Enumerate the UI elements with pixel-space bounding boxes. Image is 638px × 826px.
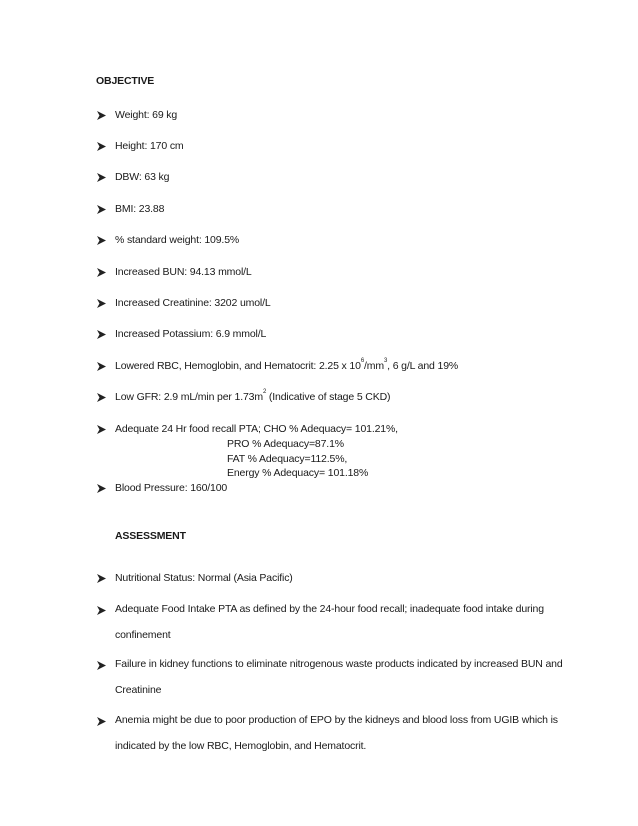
energy-adequacy-text: Energy % Adequacy= 101.18%: [227, 467, 369, 479]
standard-weight-text: % standard weight: 109.5%: [115, 234, 240, 246]
food-intake-text: Adequate Food Intake PTA as defined by the 24-hour food recall; inadequate food intake during confinement: [115, 603, 544, 641]
dbw-text: DBW: 63 kg: [115, 171, 170, 183]
arrow-bullet-icon: [96, 483, 107, 494]
nutritional-status-text: Nutritional Status: Normal (Asia Pacific): [115, 572, 293, 584]
arrow-bullet-icon: [96, 573, 107, 584]
rbc-text: Lowered RBC, Hemoglobin, and Hematocrit: 2.25 x $10^6/mm^3$, 6 g/L and 19%: [115, 358, 459, 372]
assessment-heading: ASSESSMENT: [115, 530, 186, 542]
food-recall-text: Adequate 24 Hr food recall PTA; CHO % Adequacy= 101.21%,: [115, 423, 398, 435]
arrow-bullet-icon: [96, 267, 107, 278]
bun-text: Increased BUN: 94.13 mmol/L: [115, 266, 252, 278]
anemia-text: Anemia might be due to poor production of EPO by the kidneys and blood loss from UGIB which is indicated by the low RBC, Hemoglobin, and Hematocrit.: [115, 714, 558, 752]
objective-heading: OBJECTIVE: [96, 75, 155, 87]
arrow-bullet-icon: [96, 110, 107, 121]
height-text: Height: 170 cm: [115, 140, 184, 152]
arrow-bullet-icon: [96, 716, 107, 727]
pro-adequacy-text: PRO % Adequacy=87.1%: [227, 438, 344, 450]
arrow-bullet-icon: [96, 329, 107, 340]
arrow-bullet-icon: [96, 204, 107, 215]
bmi-text: BMI: 23.88: [115, 203, 165, 215]
arrow-bullet-icon: [96, 298, 107, 309]
arrow-bullet-icon: [96, 172, 107, 183]
weight-text: Weight: 69 kg: [115, 109, 178, 121]
kidney-failure-text: Failure in kidney functions to eliminate nitrogenous waste products indicated by increased BUN and Creatinine: [115, 658, 563, 696]
arrow-bullet-icon: [96, 660, 107, 671]
potassium-text: Increased Potassium: 6.9 mmol/L: [115, 328, 267, 340]
arrow-bullet-icon: [96, 605, 107, 616]
arrow-bullet-icon: [96, 141, 107, 152]
arrow-bullet-icon: [96, 392, 107, 403]
gfr-text: Low GFR: 2.9 mL/min per $1.73m^2$ (Indicative of stage 5 CKD): [115, 389, 391, 403]
fat-adequacy-text: FAT % Adequacy=112.5%,: [227, 453, 348, 465]
arrow-bullet-icon: [96, 361, 107, 372]
creatinine-text: Increased Creatinine: 3202 umol/L: [115, 297, 271, 309]
arrow-bullet-icon: [96, 235, 107, 246]
blood-pressure-text: Blood Pressure: 160/100: [115, 482, 228, 494]
arrow-bullet-icon: [96, 424, 107, 435]
